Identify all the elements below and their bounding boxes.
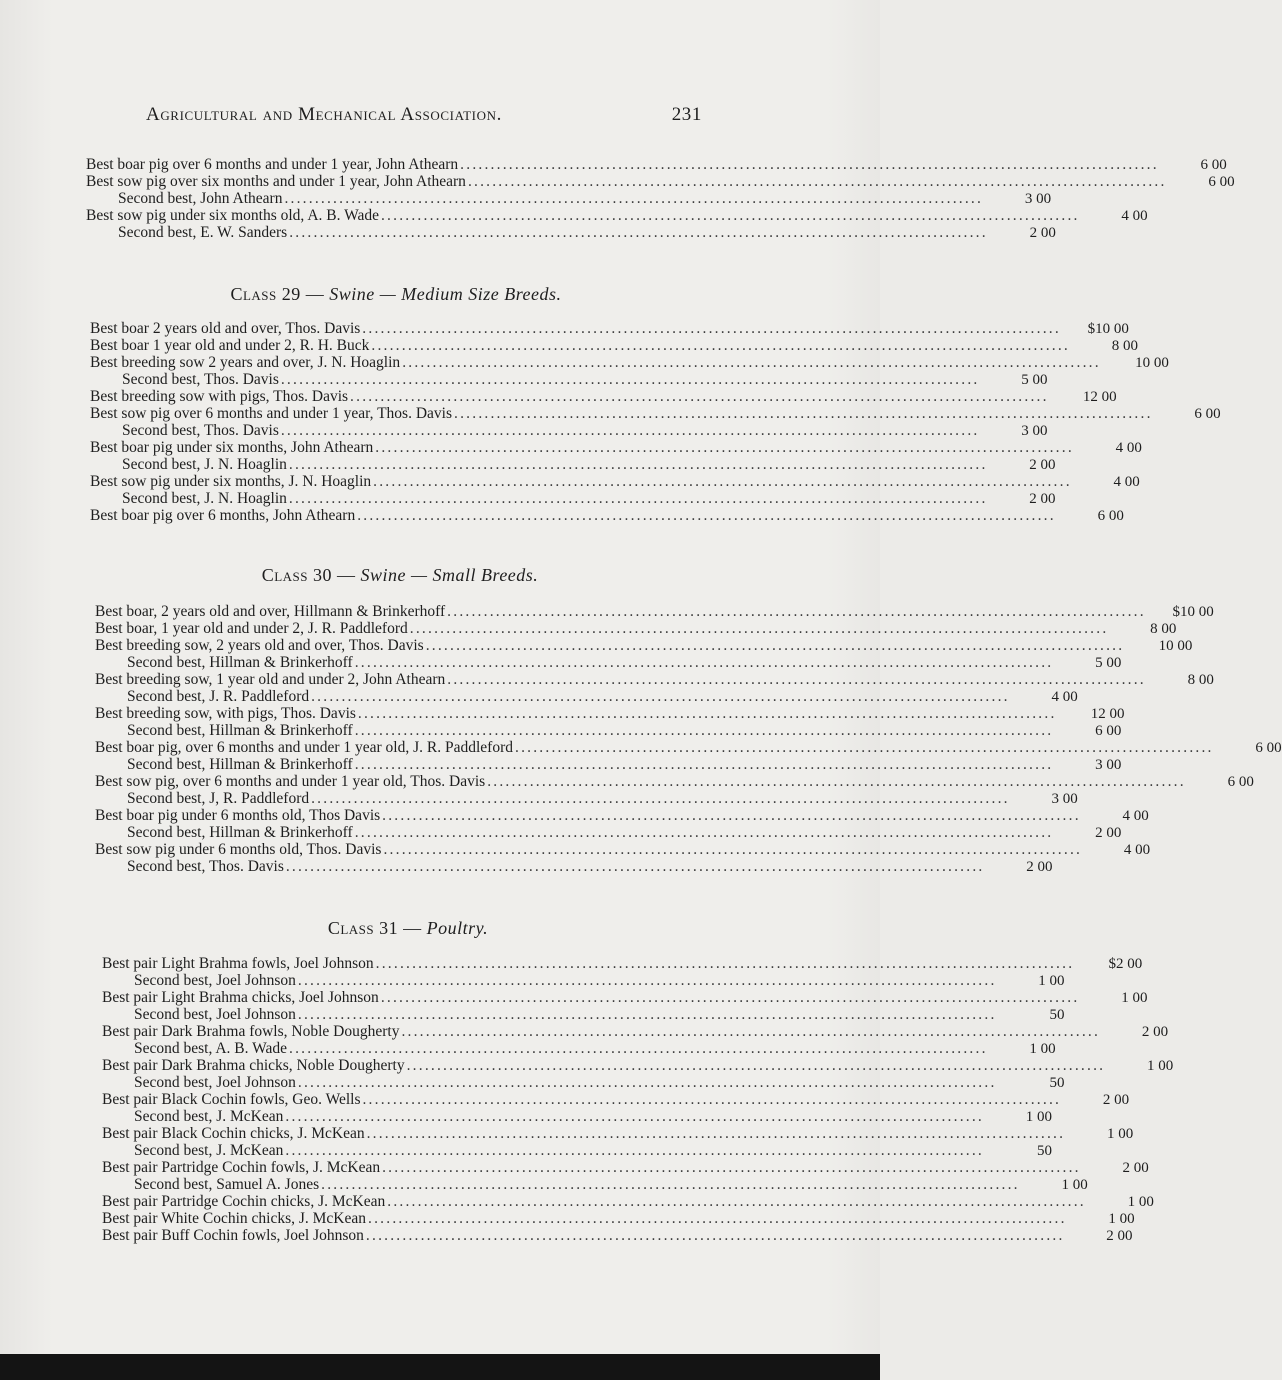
premium-entry: [90, 354, 1169, 371]
entry-amount: 6 00: [1194, 406, 1221, 422]
dot-leader: ...................................................................................................................: [357, 507, 1056, 524]
entry-text: Best sow pig under 6 months old, Thos. Davis: [95, 841, 382, 858]
dot-leader: ...................................................................................................................: [354, 722, 1054, 739]
class-dash: —: [398, 918, 427, 938]
entry-amount: 2 00: [1106, 1228, 1133, 1244]
entry-text: Second best, Joel Johnson: [134, 1074, 296, 1091]
entry-amount: 1 00: [1061, 1177, 1088, 1193]
entry-amount: 50: [1049, 1075, 1065, 1091]
entry-amount: 2 00: [1029, 225, 1056, 241]
entry-amount: 10 00: [1135, 355, 1169, 371]
second-best-entry: [102, 1142, 1052, 1159]
entry-amount: 2 00: [1029, 491, 1056, 507]
entry-amount: 4 00: [1123, 842, 1151, 858]
entry-text: Second best, Samuel A. Jones: [134, 1176, 320, 1193]
dot-leader: ...................................................................................................................: [460, 156, 1159, 173]
premium-entry: [90, 507, 1124, 524]
entry-text: Second best, Joel Johnson: [134, 1006, 296, 1023]
entry-amount: $10 00: [1172, 604, 1214, 620]
entry-text: Best boar pig over 6 months and under 1 year, John Athearn: [86, 156, 459, 173]
dot-leader: ...................................................................................................................: [380, 989, 1080, 1006]
entry-text: Second best, J. McKean: [134, 1108, 284, 1125]
dot-leader: ...................................................................................................................: [368, 1210, 1067, 1227]
entry-text: Second best, J. R. Paddleford: [127, 688, 310, 705]
page-number: 231: [671, 104, 702, 125]
dot-leader: ...................................................................................................................: [515, 739, 1214, 756]
entry-amount: 5 00: [1021, 372, 1048, 388]
entry-amount: 1 00: [1127, 1194, 1154, 1210]
entry-text: Second best, J. N. Hoaglin: [122, 456, 287, 473]
premium-entry: [95, 807, 1149, 824]
dot-leader: ...................................................................................................................: [383, 841, 1083, 858]
second-best-entry: [95, 858, 1053, 875]
entry-text: Second best, John Athearn: [118, 190, 283, 207]
class-29-heading: [86, 284, 706, 305]
entry-amount: 12 00: [1090, 706, 1125, 722]
entry-amount: 4 00: [1113, 474, 1140, 490]
premium-list-class-30: [95, 603, 1282, 875]
premium-entry: [90, 405, 1221, 422]
entry-text: Best boar 2 years old and over, Thos. Davis: [90, 320, 361, 337]
dot-leader: ...................................................................................................................: [425, 637, 1125, 654]
entry-amount: 2 00: [1095, 825, 1122, 841]
class-31-heading: [98, 918, 718, 939]
entry-amount: 50: [1037, 1143, 1052, 1159]
dot-leader: ...................................................................................................................: [382, 1159, 1081, 1176]
entry-text: Best pair Light Brahma fowls, Joel Johnson: [102, 955, 374, 972]
entry-text: Second best, Joel Johnson: [134, 972, 296, 989]
dot-leader: ...................................................................................................................: [401, 1023, 1101, 1040]
premium-entry: [102, 1227, 1133, 1244]
entry-amount: 3 00: [1024, 191, 1052, 207]
dot-leader: ...................................................................................................................: [297, 1074, 997, 1091]
premium-entry: [86, 173, 1235, 190]
entry-text: Second best, J. McKean: [134, 1142, 284, 1159]
premium-entry: [90, 320, 1129, 337]
second-best-entry: [90, 371, 1048, 388]
class-name: Swine — Medium Size Breeds.: [329, 284, 562, 304]
entry-amount: 8 00: [1150, 621, 1177, 637]
entry-text: Best pair Black Cochin chicks, J. McKean: [102, 1125, 365, 1142]
dot-leader: ...................................................................................................................: [354, 824, 1054, 841]
dot-leader: ...................................................................................................................: [371, 337, 1070, 354]
dot-leader: ...................................................................................................................: [280, 422, 980, 439]
entry-amount: 4 00: [1051, 689, 1078, 705]
entry-text: Best pair White Cochin chicks, J. McKean: [102, 1210, 367, 1227]
running-title: Agricultural and Mechanical Association.: [146, 104, 502, 125]
premium-entry: [102, 1159, 1149, 1176]
premium-entry: [102, 1125, 1134, 1142]
second-best-entry: [90, 456, 1056, 473]
premium-entry: [102, 1023, 1169, 1040]
premium-entry: [95, 739, 1282, 756]
dot-leader: ...................................................................................................................: [354, 654, 1054, 671]
entry-amount: 4 00: [1121, 208, 1148, 224]
entry-amount: 6 00: [1200, 157, 1227, 173]
entry-amount: 2 00: [1026, 859, 1053, 875]
scan-edge: [0, 1354, 880, 1380]
class-dash: —: [331, 565, 361, 585]
running-head: [146, 104, 702, 126]
dot-leader: ...................................................................................................................: [285, 1142, 984, 1159]
dot-leader: ...................................................................................................................: [406, 1057, 1106, 1074]
entry-text: Best boar pig, over 6 months and under 1 year old, J. R. Paddleford: [95, 739, 513, 756]
premium-entry: [102, 1057, 1174, 1074]
entry-amount: 6 00: [1227, 774, 1254, 790]
dot-leader: ...................................................................................................................: [366, 1125, 1066, 1142]
dot-leader: ...................................................................................................................: [297, 972, 997, 989]
entry-text: Second best, Hillman & Brinkerhoff: [127, 722, 353, 739]
dot-leader: ...................................................................................................................: [402, 354, 1101, 371]
class-30-heading: [90, 565, 710, 586]
premium-entry: [86, 156, 1227, 173]
dot-leader: ...................................................................................................................: [467, 173, 1167, 190]
class-label: Class 31: [327, 918, 399, 938]
premium-list-continued: [86, 156, 1235, 241]
entry-text: Best sow pig under six months, J. N. Hoaglin: [90, 473, 372, 490]
premium-list-class-29: [90, 320, 1221, 524]
entry-text: Second best, Hillman & Brinkerhoff: [127, 654, 353, 671]
premium-entry: [102, 955, 1143, 972]
entry-amount: 4 00: [1122, 808, 1149, 824]
entry-text: Best pair Light Brahma chicks, Joel Johnson: [102, 989, 379, 1006]
second-best-entry: [102, 1006, 1065, 1023]
dot-leader: ...................................................................................................................: [373, 473, 1072, 490]
entry-text: Best sow pig, over 6 months and under 1 year old, Thos. Davis: [95, 773, 486, 790]
entry-amount: 6 00: [1255, 740, 1282, 756]
dot-leader: ...................................................................................................................: [289, 1040, 988, 1057]
second-best-entry: [102, 972, 1065, 989]
entry-amount: 4 00: [1115, 440, 1142, 456]
entry-text: Second best, Thos. Davis: [122, 371, 279, 388]
entry-text: Best sow pig over 6 months and under 1 year, Thos. Davis: [90, 405, 453, 422]
second-best-entry: [102, 1074, 1065, 1091]
second-best-entry: [102, 1108, 1052, 1125]
premium-entry: [102, 1091, 1130, 1108]
second-best-entry: [102, 1176, 1088, 1193]
second-best-entry: [86, 224, 1056, 241]
dot-leader: ...................................................................................................................: [409, 620, 1109, 637]
dot-leader: ...................................................................................................................: [350, 388, 1049, 405]
dot-leader: ...................................................................................................................: [354, 756, 1054, 773]
premium-entry: [86, 207, 1148, 224]
entry-amount: 12 00: [1082, 389, 1117, 405]
dot-leader: ...................................................................................................................: [387, 1193, 1086, 1210]
entry-amount: 3 00: [1021, 423, 1048, 439]
dot-leader: ...................................................................................................................: [375, 955, 1075, 972]
entry-text: Second best, Thos. Davis: [122, 422, 279, 439]
entry-amount: 1 00: [1121, 990, 1148, 1006]
entry-text: Best breeding sow, 2 years old and over, Thos. Davis: [95, 637, 424, 654]
entry-text: Best breeding sow 2 years and over, J. N. Hoaglin: [90, 354, 401, 371]
entry-text: Second best, Thos. Davis: [127, 858, 284, 875]
premium-list-class-31: [102, 955, 1174, 1244]
entry-amount: 50: [1049, 1007, 1065, 1023]
dot-leader: ...................................................................................................................: [288, 490, 988, 507]
premium-entry: [102, 1193, 1154, 1210]
dot-leader: ...................................................................................................................: [288, 456, 988, 473]
dot-leader: ...................................................................................................................: [285, 858, 985, 875]
entry-text: Second best, Hillman & Brinkerhoff: [127, 824, 353, 841]
second-best-entry: [95, 756, 1122, 773]
dot-leader: ...................................................................................................................: [362, 1091, 1062, 1108]
entry-amount: 1 00: [1108, 1211, 1135, 1227]
entry-amount: 3 00: [1095, 757, 1122, 773]
dot-leader: ...................................................................................................................: [382, 807, 1081, 824]
dot-leader: ...................................................................................................................: [280, 371, 980, 388]
entry-amount: 1 00: [1025, 1109, 1052, 1125]
dot-leader: ...................................................................................................................: [321, 1176, 1020, 1193]
entry-amount: 1 00: [1146, 1058, 1174, 1074]
entry-text: Best boar pig under six months, John Athearn: [90, 439, 374, 456]
entry-text: Best boar, 1 year old and under 2, J. R. Paddleford: [95, 620, 408, 637]
entry-amount: 6 00: [1095, 723, 1122, 739]
entry-text: Second best, E. W. Sanders: [118, 224, 288, 241]
dot-leader: ...................................................................................................................: [284, 190, 984, 207]
entry-text: Best boar, 2 years old and over, Hillmann & Brinkerhoff: [95, 603, 446, 620]
premium-entry: [95, 603, 1214, 620]
entry-text: Best boar pig under 6 months old, Thos Davis: [95, 807, 381, 824]
dot-leader: ...................................................................................................................: [285, 1108, 984, 1125]
entry-text: Second best, J. N. Hoaglin: [122, 490, 287, 507]
dot-leader: ...................................................................................................................: [289, 224, 988, 241]
entry-text: Best pair Black Cochin fowls, Geo. Wells: [102, 1091, 361, 1108]
dot-leader: ...................................................................................................................: [365, 1227, 1065, 1244]
dot-leader: ...................................................................................................................: [357, 705, 1057, 722]
entry-amount: 5 00: [1095, 655, 1122, 671]
class-name: Poultry.: [426, 918, 489, 938]
entry-amount: 6 00: [1097, 508, 1124, 524]
dot-leader: ...................................................................................................................: [454, 405, 1153, 422]
class-label: Class 29: [230, 284, 301, 304]
entry-amount: 3 00: [1051, 791, 1078, 807]
second-best-entry: [102, 1040, 1056, 1057]
dot-leader: ...................................................................................................................: [375, 439, 1074, 456]
entry-text: Best breeding sow, with pigs, Thos. Davis: [95, 705, 356, 722]
entry-text: Second best, Hillman & Brinkerhoff: [127, 756, 353, 773]
class-label: Class 30: [261, 565, 332, 585]
entry-text: Best pair Partridge Cochin chicks, J. McKean: [102, 1193, 386, 1210]
entry-text: Best sow pig under six months old, A. B. Wade: [86, 207, 379, 224]
premium-entry: [95, 671, 1214, 688]
class-name: Swine — Small Breeds.: [360, 565, 539, 585]
dot-leader: ...................................................................................................................: [447, 671, 1146, 688]
premium-entry: [95, 620, 1177, 637]
entry-text: Best pair Dark Brahma fowls, Noble Dougherty: [102, 1023, 400, 1040]
entry-amount: $2 00: [1108, 956, 1143, 972]
premium-entry: [90, 337, 1138, 354]
second-best-entry: [95, 722, 1122, 739]
entry-amount: 8 00: [1111, 338, 1138, 354]
entry-amount: 2 00: [1122, 1160, 1149, 1176]
entry-text: Best sow pig over six months and under 1 year, John Athearn: [86, 173, 466, 190]
entry-amount: 1 00: [1029, 1041, 1056, 1057]
second-best-entry: [90, 422, 1048, 439]
entry-amount: 6 00: [1208, 174, 1235, 190]
premium-entry: [90, 388, 1117, 405]
entry-amount: 10 00: [1158, 638, 1193, 654]
entry-text: Best pair Partridge Cochin fowls, J. McKean: [102, 1159, 381, 1176]
entry-text: Second best, J, R. Paddleford: [127, 790, 310, 807]
class-dash: —: [300, 284, 330, 304]
second-best-entry: [95, 824, 1122, 841]
entry-text: Best pair Buff Cochin fowls, Joel Johnson: [102, 1227, 364, 1244]
entry-amount: 1 00: [1038, 973, 1065, 989]
entry-text: Best boar 1 year old and under 2, R. H. Buck: [90, 337, 370, 354]
dot-leader: ...................................................................................................................: [362, 320, 1061, 337]
entry-text: Best pair Dark Brahma chicks, Noble Dougherty: [102, 1057, 405, 1074]
second-best-entry: [95, 688, 1078, 705]
second-best-entry: [86, 190, 1052, 207]
second-best-entry: [95, 654, 1122, 671]
entry-amount: 2 00: [1029, 457, 1056, 473]
premium-entry: [95, 705, 1125, 722]
dot-leader: ...................................................................................................................: [297, 1006, 997, 1023]
premium-entry: [95, 773, 1254, 790]
premium-entry: [90, 473, 1140, 490]
premium-entry: [95, 841, 1151, 858]
second-best-entry: [95, 790, 1078, 807]
dot-leader: ...................................................................................................................: [311, 790, 1010, 807]
premium-entry: [102, 1210, 1135, 1227]
premium-entry: [95, 637, 1193, 654]
entry-text: Best breeding sow with pigs, Thos. Davis: [90, 388, 349, 405]
entry-text: Best breeding sow, 1 year old and under 2, John Athearn: [95, 671, 446, 688]
entry-text: Second best, A. B. Wade: [134, 1040, 288, 1057]
entry-amount: 2 00: [1141, 1024, 1169, 1040]
entry-amount: 1 00: [1106, 1126, 1134, 1142]
entry-amount: $10 00: [1087, 321, 1129, 337]
dot-leader: ...................................................................................................................: [380, 207, 1080, 224]
entry-amount: 2 00: [1102, 1092, 1130, 1108]
dot-leader: ...................................................................................................................: [487, 773, 1186, 790]
entry-amount: 8 00: [1187, 672, 1214, 688]
entry-text: Best boar pig over 6 months, John Athearn: [90, 507, 356, 524]
premium-entry: [102, 989, 1148, 1006]
dot-leader: ...................................................................................................................: [311, 688, 1010, 705]
dot-leader: ...................................................................................................................: [447, 603, 1146, 620]
second-best-entry: [90, 490, 1056, 507]
premium-entry: [90, 439, 1142, 456]
